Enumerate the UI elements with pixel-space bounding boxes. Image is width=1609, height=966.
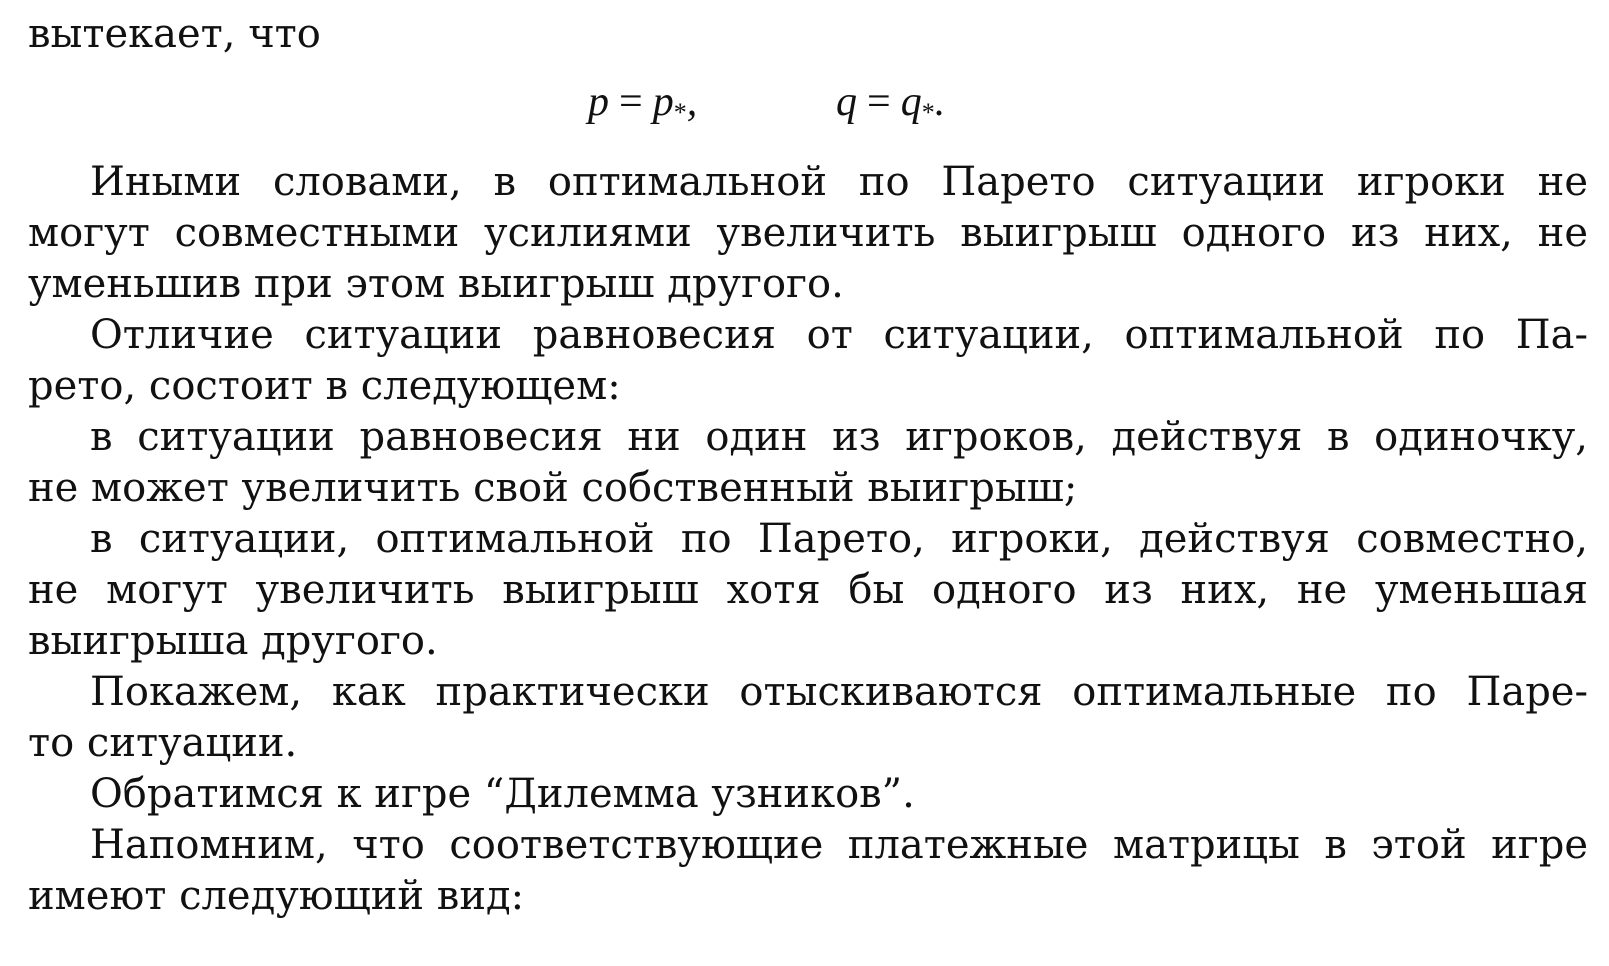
formula-q: $q = q_*$. [836,79,946,127]
paragraph-line: в ситуации, оптимальной по Парето, игроки, действуя совместно, [90,516,1588,562]
paragraph-line: выигрыша другого. [28,618,438,664]
paragraph-line: не могут увеличить выигрыш хотя бы одного из них, не уменьшая [28,567,1588,613]
paragraph-line: в ситуации равновесия ни один из игроков, действуя в одиночку, [90,414,1588,460]
paragraph-line: могут совместными усилиями увеличить выигрыш одного из них, не [28,210,1588,256]
paragraph-line: имеют следующий вид: [28,873,525,919]
paragraph-line: рето, состоит в следующем: [28,363,621,409]
formula-p: $p = p_*$, [588,79,698,127]
formula [28,74,1588,130]
paragraph-line: уменьшив при этом выигрыш другого. [28,261,844,307]
paragraph-line: Обратимся к игре “Дилемма узников”. [90,771,915,817]
paragraph-line: не может увеличить свой собственный выигрыш; [28,465,1078,511]
text-line: вытекает, что [28,11,321,57]
paragraph-line: Покажем, как практически отыскиваются оптимальные по Паре- [90,669,1588,715]
paragraph-line: Иными словами, в оптимальной по Парето ситуации игроки не [90,159,1588,205]
paragraph-line: Напомним, что соответствующие платежные матрицы в этой игре [90,822,1588,868]
paragraph-line: Отличие ситуации равновесия от ситуации, оптимальной по Па- [90,312,1588,358]
paragraph-line: то ситуации. [28,720,298,766]
